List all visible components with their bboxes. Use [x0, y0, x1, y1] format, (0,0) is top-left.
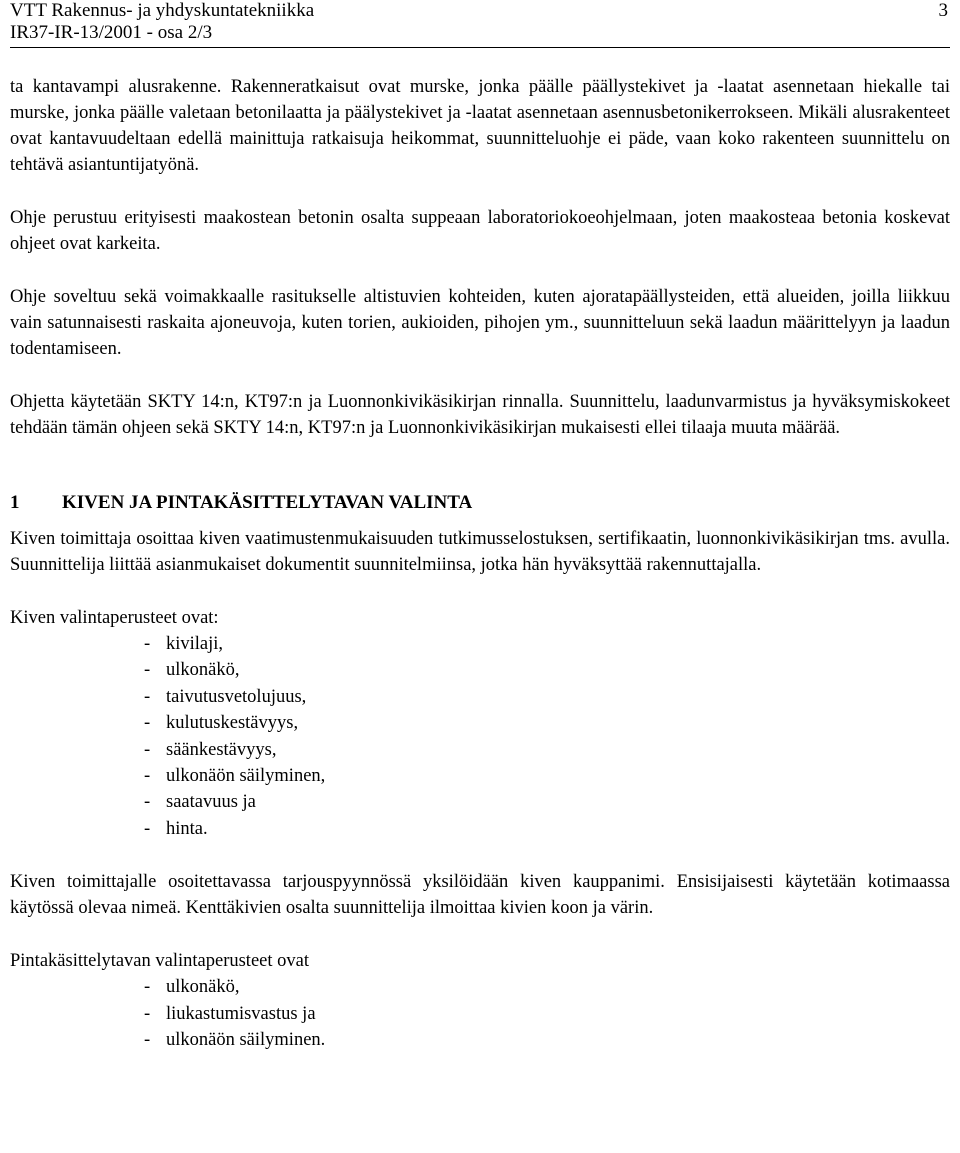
criteria-title: Kiven valintaperusteet ovat:: [10, 608, 219, 628]
section-title: KIVEN JA PINTAKÄSITTELYTAVAN VALINTA: [62, 492, 473, 513]
paragraph-alusrakenne: ta kantavampi alusrakenne. Rakenneratkaisut ovat murske, jonka päälle päällystekivet ja -laatat asennetaan hiekalle tai murske, jonka päälle valetaan betonilaatta ja päälystekivet ja -laatat asennetaan asennusbetonikerrokseen. Mikäli alusrakenteet ovat kantavuudeltaan edellä mainittuja ratkaisuja heikommat, suunnitteluohje ei päde, vaan koko rakenteen suunnittelu on tehtävä asiantuntijatyönä.: [10, 77, 950, 175]
paragraph-soveltuvuus: Ohje soveltuu sekä voimakkaalle rasitukselle altistuvien kohteiden, kuten ajoratapäällysteiden, että alueiden, joilla liikkuu vain satunnaisesti raskaita ajoneuvoja, kuten torien, aukioiden, pihojen ym., suunnitteluun sekä laadun määrittelyyn ja laadun todentamiseen.: [10, 287, 950, 359]
list-item: - liukastumisvastus ja: [144, 1001, 950, 1027]
paragraph-toimittaja: Kiven toimittaja osoittaa kiven vaatimustenmukaisuuden tutkimusselostuksen, sertifikaatin, luonnonkivikäsikirjan tms. avulla. Suunnittelija liittää asianmukaiset dokumentit suunnitelmiinsa, jotka hän hyväksyttää rakennuttajalla.: [10, 529, 950, 575]
list-item: - ulkonäön säilyminen,: [144, 763, 950, 789]
list-item: - kivilaji,: [144, 631, 950, 657]
list-item: - ulkonäön säilyminen.: [144, 1027, 950, 1053]
surface-criteria-title: Pintakäsittelytavan valintaperusteet ovat: [10, 951, 309, 972]
paragraph-maakostea-betoni: Ohje perustuu erityisesti maakostean betonin osalta suppeaan laboratoriokoeohjelmaan, joten maakosteaa betonia koskevat ohjeet ovat karkeita.: [10, 208, 950, 254]
page-number: 3: [938, 0, 948, 21]
page-header: [10, 0, 950, 44]
list-item: - kulutuskestävyys,: [144, 710, 950, 736]
surface-criteria-list: [10, 974, 950, 1053]
list-item: - säänkestävyys,: [144, 737, 950, 763]
list-item: - taivutusvetolujuus,: [144, 684, 950, 710]
document-body: [10, 74, 950, 1080]
criteria-list: [10, 631, 950, 842]
list-item: - saatavuus ja: [144, 789, 950, 815]
paragraph-skty: Ohjetta käytetään SKTY 14:n, KT97:n ja Luonnonkivikäsikirjan rinnalla. Suunnittelu, laadunvarmistus ja hyväksymiskokeet tehdään tämän ohjeen sekä SKTY 14:n, KT97:n ja Luonnonkivikäsikirjan mukaisesti ellei tilaaja muuta määrää.: [10, 392, 950, 438]
header-report-id: IR37-IR-13/2001 - osa 2/3: [10, 22, 213, 43]
header-divider: [10, 47, 950, 48]
paragraph-tarjouspyynto: Kiven toimittajalle osoitettavassa tarjouspyynnössä yksilöidään kiven kauppanimi. Ensisijaisesti käytetään kotimaassa käytössä olevaa nimeä. Kenttäkivien osalta suunnittelija ilmoittaa kivien koon ja värin.: [10, 872, 950, 919]
header-title: VTT Rakennus- ja yhdyskuntatekniikka: [10, 0, 315, 21]
list-item: - ulkonäkö,: [144, 974, 950, 1000]
list-item: - ulkonäkö,: [144, 657, 950, 683]
section-number: 1: [10, 492, 20, 513]
section-heading: [10, 490, 950, 516]
list-item: - hinta.: [144, 816, 950, 842]
